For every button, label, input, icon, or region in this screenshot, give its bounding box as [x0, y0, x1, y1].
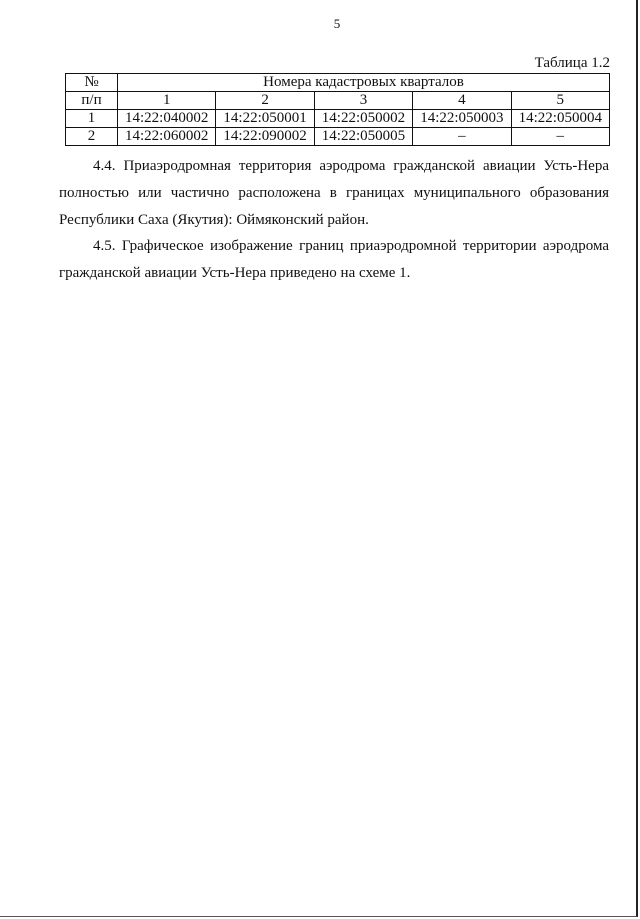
column-number: 3	[314, 92, 412, 110]
column-number: 2	[216, 92, 314, 110]
table-caption: Таблица 1.2	[534, 55, 610, 71]
paragraph-4-5: 4.5. Графическое изображение границ приаэродромной территории аэродрома гражданской авиации Усть-Нера приведено на схеме 1.	[59, 238, 609, 281]
row-index: 2	[66, 128, 118, 146]
column-number: 5	[511, 92, 609, 110]
column-number: 4	[413, 92, 511, 110]
table-cell: –	[511, 128, 609, 146]
table-cell: 14:22:050005	[314, 128, 412, 146]
index-header-top: №	[66, 74, 118, 92]
index-header-bottom: п/п	[66, 92, 118, 110]
table-row	[66, 110, 610, 128]
column-number: 1	[118, 92, 216, 110]
group-header: Номера кадастровых кварталов	[118, 74, 610, 92]
cadastral-table	[65, 73, 610, 146]
table-cell: 14:22:050001	[216, 110, 314, 128]
table-header-row	[66, 92, 610, 110]
table-cell: –	[413, 128, 511, 146]
table-cell: 14:22:040002	[118, 110, 216, 128]
table-cell: 14:22:050002	[314, 110, 412, 128]
table-cell: 14:22:050004	[511, 110, 609, 128]
page-number: 5	[333, 16, 341, 31]
table-cell: 14:22:090002	[216, 128, 314, 146]
paragraph-4-4: 4.4. Приаэродромная территория аэродрома гражданской авиации Усть-Нера полностью или частично расположена в границах муниципального образования Республики Саха (Якутия): Оймяконский район.	[59, 158, 609, 228]
table-cell: 14:22:050003	[413, 110, 511, 128]
table-cell: 14:22:060002	[118, 128, 216, 146]
row-index: 1	[66, 110, 118, 128]
table-header-row	[66, 74, 610, 92]
table-row	[66, 128, 610, 146]
